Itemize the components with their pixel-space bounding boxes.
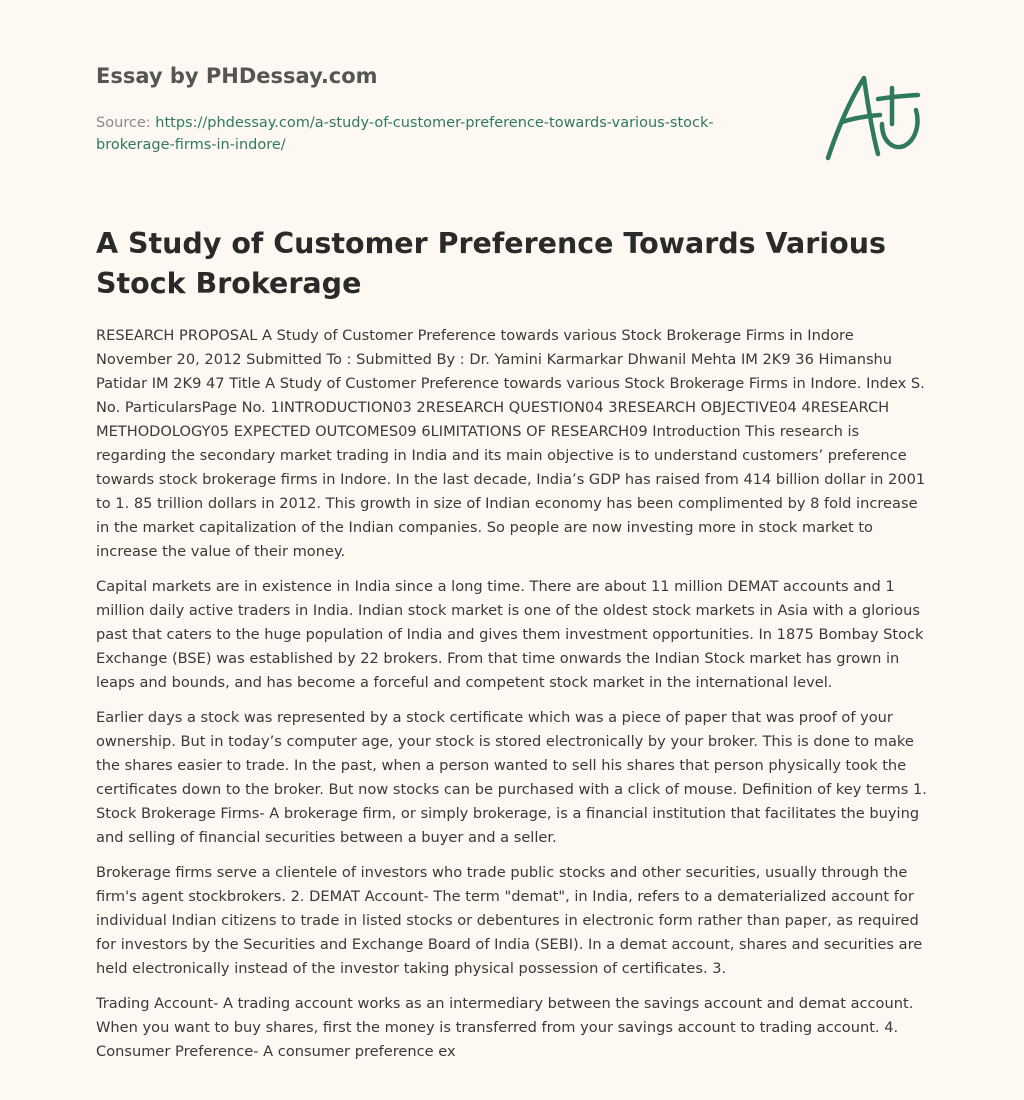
site-brand: Essay by PHDessay.com xyxy=(96,64,378,88)
essay-body xyxy=(96,324,928,1075)
source-label: Source: xyxy=(96,115,156,131)
source-link[interactable]: https://phdessay.com/a-study-of-customer-preference-towards-various-stock-brokerage-firms-in-indore/ xyxy=(96,115,714,153)
essay-paragraph: Trading Account- A trading account works as an intermediary between the savings account and demat account. When you want to buy shares, first the money is transferred from your savings account to trading account. 4. Consumer Preference- A consumer preference ex xyxy=(96,995,914,1060)
essay-paragraph: Earlier days a stock was represented by a stock certificate which was a piece of paper that was proof of your ownership. But in today’s computer age, your stock is stored electronically by your broker. This is done to make the shares easier to trade. In the past, when a person wanted to sell his shares that person physically took the certificates down to the broker. But now stocks can be purchased with a click of mouse. Definition of key terms 1. Stock Brokerage Firms- A brokerage firm, or simply brokerage, is a financial institution that facilitates the buying and selling of financial securities between a buyer and a seller. xyxy=(96,709,927,846)
essay-paragraph: Brokerage firms serve a clientele of investors who trade public stocks and other securities, usually through the firm's agent stockbrokers. 2. DEMAT Account- The term "demat", in India, refers to a dematerialized account for individual Indian citizens to trade in listed stocks or debentures in electronic form rather than paper, as required for investors by the Securities and Exchange Board of India (SEBI). In a demat account, shares and securities are held electronically instead of the investor taking physical possession of certificates. 3. xyxy=(96,864,923,977)
essay-paragraph: Capital markets are in existence in India since a long time. There are about 11 million DEMAT accounts and 1 million daily active traders in India. Indian stock market is one of the oldest stock markets in Asia with a glorious past that caters to the huge population of India and gives them investment opportunities. In 1875 Bombay Stock Exchange (BSE) was established by 22 brokers. From that time onwards the Indian Stock market has grown in leaps and bounds, and has become a forceful and competent stock market in the international level. xyxy=(96,578,924,691)
essay-title: A Study of Customer Preference Towards Various Stock Brokerage xyxy=(96,227,886,300)
source-line xyxy=(96,112,776,156)
a-plus-grade-icon xyxy=(820,66,930,166)
essay-paragraph: RESEARCH PROPOSAL A Study of Customer Preference towards various Stock Brokerage Firms in Indore November 20, 2012 Submitted To : Submitted By : Dr. Yamini Karmarkar Dhwanil Mehta IM 2K9 36 Himanshu Patidar IM 2K9 47 Title A Study of Customer Preference towards various Stock Brokerage Firms in Indore. Index S. No. ParticularsPage No. 1INTRODUCTION03 2RESEARCH QUESTION04 3RESEARCH OBJECTIVE04 4RESEARCH METHODOLOGY05 EXPECTED OUTCOMES09 6LIMITATIONS OF RESEARCH09 Introduction This research is regarding the secondary market trading in India and its main objective is to understand customers’ preference towards stock brokerage firms in Indore. In the last decade, India’s GDP has raised from 414 billion dollar in 2001 to 1. 85 trillion dollars in 2012. This growth in size of Indian economy has been complimented by 8 fold increase in the market capitalization of the Indian companies. So people are now investing more in stock market to increase the value of their money. xyxy=(96,327,926,560)
